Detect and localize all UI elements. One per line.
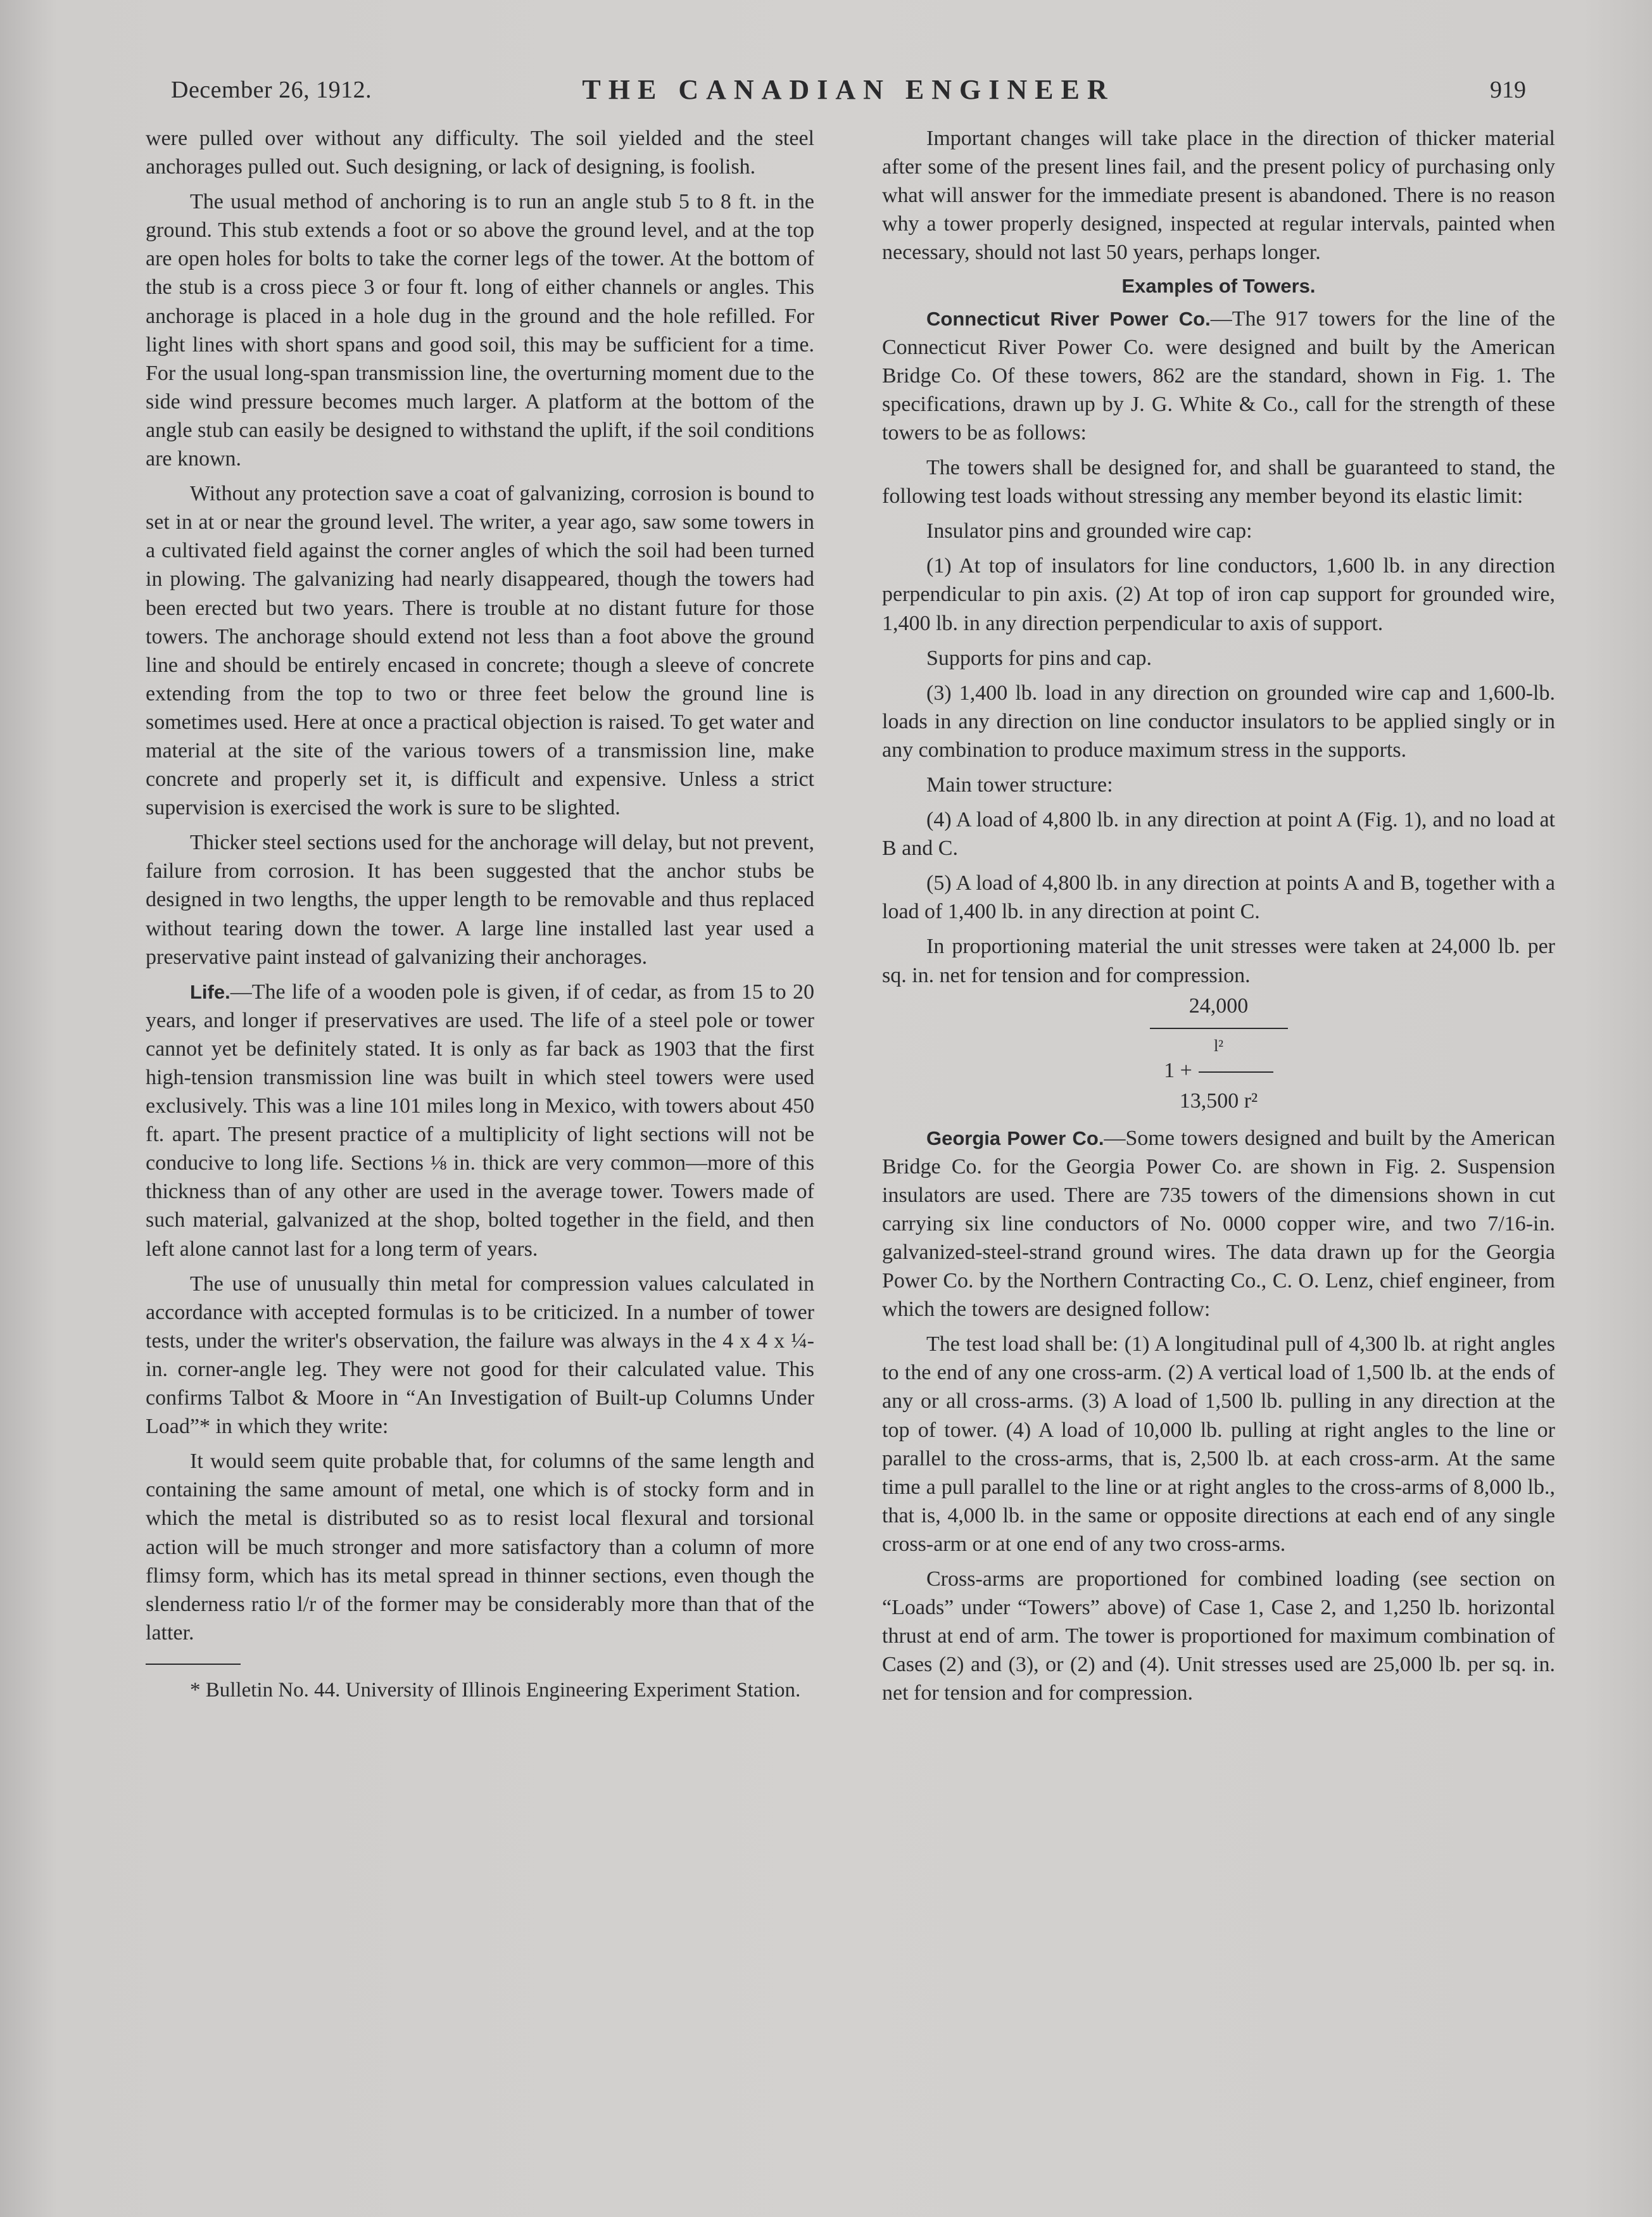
- paragraph: Important changes will take place in the direction of thicker material after some of the present lines fail, and the present policy of purchasing only what will answer for the immediate present is abandoned. There is no reason why a tower properly designed, inspected at regular intervals, painted when necessary, should not last 50 years, perhaps longer.: [882, 127, 1555, 265]
- connecticut-lead: Connecticut River Power Co.: [926, 307, 1211, 330]
- life-text: —The life of a wooden pole is given, if of cedar, as from 15 to 20 years, and longer if preservatives are used. The life of a steel pole or tower cannot yet be definitely stated. It is only as far back as 1903 that the first high-tension transmission line was built in which steel towers were used exclusively. This was a line 101 miles long in Mexico, with towers about 450 ft. apart. The present practice of a multiplicity of light sections will not be conducive to long life. Sections ⅛ in. thick are very common—more of this thickness than of any other are used in the average tower. Towers made of such material, galvanized at the shop, bolted together in the field, and then left alone cannot last for a long term of years.: [146, 980, 814, 1261]
- section-heading: Examples of Towers.: [1121, 275, 1316, 298]
- connecticut-paragraph: [882, 305, 1555, 447]
- paragraph: Supports for pins and cap.: [926, 646, 1152, 670]
- right-column: [882, 124, 1555, 1708]
- paragraph: Main tower structure:: [926, 773, 1113, 797]
- formula-denominator-line: [882, 1056, 1555, 1086]
- page-header: [171, 71, 1526, 109]
- formula-main-bar: [1150, 1028, 1288, 1029]
- footnote-rule: [146, 1664, 241, 1665]
- formula-denominator: 13,500 r²: [1179, 1089, 1258, 1113]
- paragraph: The test load shall be: (1) A longitudinal pull of 4,300 lb. at right angles to the end of any one cross-arm. (2) A vertical load of 1,500 lb. at the ends of any or all cross-arms. (3) A load of 1,500 lb. pulling in any direction at the top of tower. (4) A load of 10,000 lb. pulling at right angles to the line or parallel to the cross-arms, that is, 2,500 lb. at each cross-arm. At the same time a pull parallel to the line or at right angles to the cross-arms of 8,000 lb., that is, 4,000 lb. in the same or opposite directions at each end of any single cross-arm or at one end of any two cross-arms.: [882, 1332, 1555, 1556]
- paragraph: In proportioning material the unit stresses were taken at 24,000 lb. per sq. in. net for tension and for compression.: [882, 935, 1555, 987]
- footnote: * Bulletin No. 44. University of Illinois Engineering Experiment Station.: [190, 1678, 801, 1702]
- paragraph: The use of unusually thin metal for compression values calculated in accordance with accepted formulas is to be criticized. In a number of tower tests, under the writer's observation, the failure was always in the 4 x 4 x ¼-in. corner-angle leg. They were not good for their calculated value. This confirms Talbot & Moore in “An Investigation of Built-up Columns Under Load”* in which they write:: [146, 1272, 814, 1439]
- formula-numerator: 24,000: [1189, 994, 1249, 1018]
- paragraph: (5) A load of 4,800 lb. in any direction at points A and B, together with a load of 1,400 lb. in any direction at point C.: [882, 871, 1555, 924]
- paragraph: (3) 1,400 lb. load in any direction on grounded wire cap and 1,600-lb. loads in any direction on line conductor insulators to be applied singly or in any combination to produce maximum stress in the supports.: [882, 681, 1555, 762]
- quotation: It would seem quite probable that, for columns of the same length and containing the same amount of metal, one which is of stocky form and in which the metal is distributed so as to resist local flexural and torsional action will be much stronger and more satisfactory than a column of more flimsy form, which has its metal spread in thinner sections, even though the slenderness ratio l/r of the former may be considerably more than that of the latter.: [146, 1450, 814, 1645]
- paragraph: were pulled over without any difficulty. The soil yielded and the steel anchorages pulled out. Such designing, or lack of designing, is foolish.: [146, 127, 814, 179]
- life-paragraph: [146, 978, 814, 1263]
- paragraph: Insulator pins and grounded wire cap:: [926, 519, 1252, 543]
- journal-title: THE CANADIAN ENGINEER: [582, 74, 1115, 105]
- paragraph: Cross-arms are proportioned for combined loading (see section on “Loads” under “Towers” above) of Case 1, Case 2, and 1,250 lb. horizontal thrust at end of arm. The tower is proportioned for maximum combination of Cases (2) and (3), or (2) and (4). Unit stresses used are 25,000 lb. per sq. in. net for tension and for compression.: [882, 1567, 1555, 1705]
- paragraph: (4) A load of 4,800 lb. in any direction at point A (Fig. 1), and no load at B and C.: [882, 808, 1555, 861]
- paragraph: Thicker steel sections used for the anchorage will delay, but not prevent, failure from corrosion. It has been suggested that the anchor stubs be designed in two lengths, the upper length to be removable and thus replaced without tearing down the tower. A large line installed last year used a preservative paint instead of galvanizing their anchorages.: [146, 831, 814, 969]
- paragraph: The usual method of anchoring is to run an angle stub 5 to 8 ft. in the ground. This stub extends a foot or so above the ground level, and at the top are open holes for bolts to take the corner legs of the tower. At the bottom of the stub is a cross piece 3 or four ft. long of either channels or angles. This anchorage is placed in a hole dug in the ground and the hole refilled. For light lines with short spans and good soil, this may be sufficient for a time. For the usual long-span transmission line, the overturning moment due to the side wind pressure becomes much larger. A platform at the bottom of the angle stub can easily be designed to withstand the uplift, if the soil conditions are known.: [146, 190, 814, 471]
- paragraph: The towers shall be designed for, and shall be guaranteed to stand, the following test loads without stressing any member beyond its elastic limit:: [882, 456, 1555, 508]
- formula-inner-bar: [1199, 1071, 1273, 1073]
- connecticut-text: —The 917 towers for the line of the Connecticut River Power Co. were designed and built by the American Bridge Co. Of these towers, 862 are the standard, shown in Fig. 1. The specifications, drawn up by J. G. White & Co., call for the strength of these towers to be as follows:: [882, 306, 1555, 445]
- stress-formula: [882, 991, 1555, 1116]
- georgia-text: —Some towers designed and built by the American Bridge Co. for the Georgia Power Co. are shown in Fig. 2. Suspension insulators are used. There are 735 towers of the dimensions shown in cut carrying six line conductors of No. 0000 copper wire, and two 7/16-in. galvanized-steel-strand ground wires. The data drawn up for the Georgia Power Co. by the Northern Contracting Co., C. O. Lenz, chief engineer, from which the towers are designed follow:: [882, 1126, 1555, 1322]
- formula-one-plus: 1 +: [1164, 1058, 1192, 1082]
- life-lead: Life.: [190, 980, 230, 1003]
- paragraph: (1) At top of insulators for line conductors, 1,600 lb. in any direction perpendicular to pin axis. (2) At top of iron cap support for grounded wire, 1,400 lb. in any direction perpendicular to axis of support.: [882, 554, 1555, 635]
- page-number: 919: [1490, 77, 1526, 103]
- paragraph: Without any protection save a coat of galvanizing, corrosion is bound to set in at or near the ground level. The writer, a year ago, saw some towers in a cultivated field against the corner angles of which the soil had been turned in plowing. The galvanizing had nearly disappeared, though the towers had been erected but two years. There is trouble at no distant future for those towers. The anchorage should extend not less than a foot above the ground line and should be entirely encased in concrete; though a sleeve of concrete extending from the top to two or three feet below the ground line is sometimes used. Here at once a practical objection is raised. To get water and material at the site of the various towers of a transmission line, make concrete and properly set it, is difficult and expensive. Unless a strict supervision is exercised the work is sure to be slighted.: [146, 482, 814, 820]
- left-column: [146, 124, 814, 1704]
- georgia-lead: Georgia Power Co.: [926, 1127, 1104, 1149]
- issue-date: December 26, 1912.: [171, 77, 372, 103]
- formula-l-squared: l²: [1213, 1036, 1224, 1055]
- georgia-paragraph: [882, 1124, 1555, 1324]
